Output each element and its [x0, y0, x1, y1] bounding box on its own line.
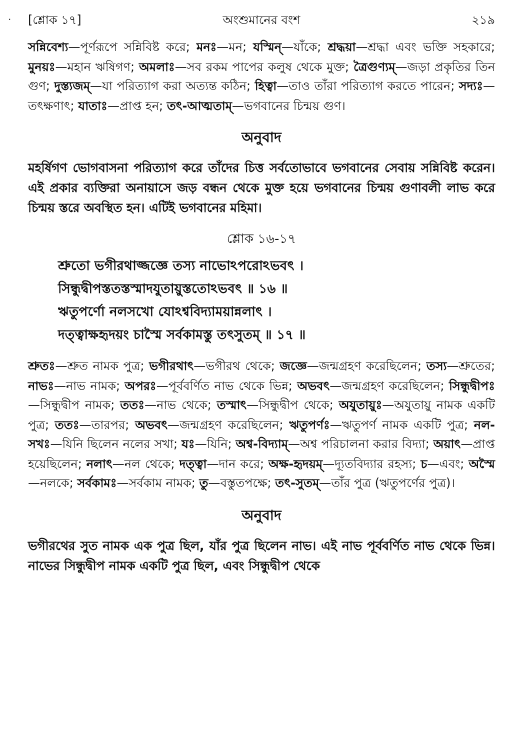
synonyms-paragraph-bottom: [28, 357, 495, 494]
sanskrit-term: সিন্ধুদ্বীপঃ: [449, 378, 495, 393]
translation-heading-2: অনুবাদ: [241, 507, 282, 524]
sanskrit-term: যঃ: [181, 437, 195, 451]
term-meaning: —ভগীরথ থেকে;: [193, 359, 280, 373]
translation-heading: অনুবাদ: [241, 130, 282, 146]
term-meaning: —জন্মগ্রহণ করেছিলেন;: [167, 417, 290, 432]
term-meaning: —সব রকম পাপের কলুষ থেকে মুক্ত;: [174, 59, 354, 74]
term-meaning: —নলকে;: [28, 476, 78, 490]
sanskrit-term: তস্মাৎ: [216, 398, 247, 412]
term-meaning: —শ্রদ্ধা এবং ভক্তি সহকারে;: [355, 40, 495, 54]
term-meaning: —অযুতায়ু নামক একটি পুত্র;: [28, 398, 495, 432]
term-meaning: —যা পরিত্যাগ করা অত্যন্ত কঠিন;: [90, 79, 255, 93]
term-meaning: —ঋতুপর্ণ নামক একটি পুত্র;: [329, 417, 474, 432]
synonyms-paragraph-top: [28, 38, 495, 116]
term-meaning: —পূর্ণরূপে সন্নিবিষ্ট করে;: [68, 40, 197, 54]
sanskrit-term: সন্নিবেশ্য: [28, 40, 69, 54]
sanskrit-term: অযুতায়ুঃ: [338, 398, 383, 412]
verse-line: দত্ত্বাক্ষহৃদয়ং চাস্মৈ সর্বকামস্তু তৎসুতম্ ॥ ১৭ ॥: [58, 328, 306, 343]
page-content: [28, 38, 495, 576]
sanskrit-term: অস্মৈ: [468, 456, 496, 471]
term-meaning: —শ্রুতের;: [446, 359, 495, 373]
term-meaning: —তারপর;: [79, 417, 136, 432]
term-meaning: —যিনি;: [194, 437, 236, 451]
sanskrit-term: অক্ষ-হৃদয়ম্: [268, 456, 323, 471]
term-meaning: —বস্তুতপক্ষে;: [208, 476, 276, 490]
term-meaning: —নাভ থেকে;: [144, 398, 217, 412]
sanskrit-term: যস্মিন্: [253, 40, 282, 54]
sanskrit-term: শ্রদ্ধয়া: [327, 40, 356, 54]
sanskrit-term: যাতাঃ: [78, 98, 108, 113]
term-meaning: —সিন্ধুদ্বীপ নামক;: [28, 398, 121, 412]
term-meaning: —মন;: [216, 40, 254, 54]
sanskrit-term: তু: [199, 476, 209, 490]
translation-paragraph: মহর্ষিগণ ভোগবাসনা পরিত্যাগ করে তাঁদের চিত্ত সর্বতোভাবে ভগবানের সেবায় সন্নিবিষ্ট করেন। এই প্রকার ব্যক্তিরা অনায়াসে জড় বন্ধন থেকে মুক্ত হয়ে ভগবানের চিন্ময় গুণাবলী লাভ করে চিন্ময় স্তরে অবস্থিত হন। এটিই ভগবানের মহিমা।: [28, 161, 495, 215]
sanskrit-term: অভবৎ: [135, 417, 168, 432]
term-meaning: —নাভ নামক;: [53, 378, 125, 393]
term-meaning: —এবং;: [427, 456, 469, 471]
term-meaning: —যিনি ছিলেন নলের সখা;: [50, 437, 182, 451]
sanskrit-term: জজ্ঞে: [279, 359, 307, 373]
term-meaning: —তৎক্ষণাৎ;: [28, 79, 495, 113]
sanskrit-term: সর্বকামঃ: [77, 476, 117, 490]
term-meaning: —মহান ঋষিগণ;: [55, 59, 140, 74]
sanskrit-term: শ্রুতঃ: [28, 359, 56, 373]
term-meaning: —দ্যূতবিদ্যার রহস্য;: [322, 456, 421, 471]
term-meaning: —ভগবানের চিন্ময় গুণ।: [232, 98, 346, 113]
term-meaning: —নল থেকে;: [112, 456, 180, 471]
term-meaning: —অশ্ব পরিচালনা করার বিদ্যা;: [288, 437, 434, 451]
sanskrit-term: ততঃ: [54, 417, 80, 432]
sanskrit-term: অশ্ব-বিদ্যাম্: [235, 437, 289, 451]
term-meaning: —তাঁর পুত্র (ঋতুপর্ণের পুত্র)।: [319, 476, 456, 490]
sanskrit-term: ত্রৈগুণ্যম্: [353, 59, 396, 74]
verse-line: শ্রুতো ভগীরথাজ্জজ্ঞে তস্য নাভোঽপরোঽভবৎ ।: [58, 259, 304, 274]
sanskrit-term: দত্ত্বা: [179, 456, 207, 471]
page-header: [28, 12, 495, 32]
sanskrit-term: ততঃ: [120, 398, 145, 412]
margin-mark: ·: [8, 15, 12, 26]
header-chapter-title: অংশুমানের বংশ: [222, 13, 301, 27]
header-page-number: ২১৯: [471, 13, 495, 27]
sanskrit-term: চ: [420, 456, 428, 471]
term-meaning: —জন্মগ্রহণ করেছিলেন;: [306, 359, 427, 373]
sanskrit-term: হিত্বা: [254, 79, 277, 93]
sanskrit-term: ঋতুপর্ণঃ: [289, 417, 330, 432]
verse-heading: শ্লোক ১৬-১৭: [226, 232, 297, 247]
sanskrit-term: অভবৎ: [297, 378, 330, 393]
sanskrit-term: সদ্যঃ: [458, 79, 483, 93]
term-meaning: —জন্মগ্রহণ করেছিলেন;: [329, 378, 449, 393]
sanskrit-term: তস্য: [426, 359, 447, 373]
sanskrit-term: দুস্ত্যজম্: [54, 79, 91, 93]
verse-line: ঋতুপর্ণো নলসখো যোঽশ্ববিদ্যাময়ান্নলাৎ ।: [58, 305, 272, 320]
sanskrit-term: অয়াৎ: [433, 437, 461, 451]
term-meaning: —প্রাপ্ত হয়েছিলেন;: [28, 437, 496, 471]
header-verse-ref: [শ্লোক ১৭]: [28, 13, 82, 27]
term-meaning: —যাঁকে;: [281, 40, 328, 54]
term-meaning: —তাও তাঁরা পরিত্যাগ করতে পারেন;: [276, 79, 459, 93]
sanskrit-term: মনঃ: [196, 40, 217, 54]
verse-line: সিন্ধুদ্বীপস্ততস্তস্মাদযুতায়ুস্ততোঽভবৎ ॥ ১৬ ॥: [58, 282, 288, 297]
sanskrit-term: ভগীরথাৎ: [149, 359, 194, 373]
term-meaning: —দান করে;: [206, 456, 269, 471]
sanskrit-term: অপরঃ: [124, 378, 157, 393]
sanskrit-term: নলাৎ: [86, 456, 113, 471]
verse-block: [58, 255, 495, 347]
sanskrit-term: নল-সখঃ: [28, 417, 495, 451]
term-meaning: —প্রাপ্ত হন;: [107, 98, 167, 113]
term-meaning: —সিন্ধুদ্বীপ থেকে;: [246, 398, 339, 412]
sanskrit-term: নাভঃ: [28, 378, 54, 393]
sanskrit-term: তৎ-আত্মতাম্: [166, 98, 232, 113]
translation-paragraph-2: ভগীরথের সুত নামক এক পুত্র ছিল, যাঁর পুত্র ছিলেন নাভ। এই নাভ পূর্ববর্ণিত নাভ থেকে ভিন্ন। নাভের সিন্ধুদ্বীপ নামক একটি পুত্র ছিল, এবং সিন্ধুদ্বীপ থেকে: [28, 538, 495, 573]
term-meaning: —শ্রুত নামক পুত্র;: [55, 359, 150, 373]
term-meaning: —জড়া প্রকৃতির তিন গুণ;: [28, 59, 495, 93]
sanskrit-term: মুনয়ঃ: [28, 59, 56, 74]
sanskrit-term: অমলাঃ: [139, 59, 175, 74]
sanskrit-term: তৎ-সুতম্: [275, 476, 320, 490]
term-meaning: —পূর্ববর্ণিত নাভ থেকে ভিন্ন;: [156, 378, 298, 393]
term-meaning: —সর্বকাম নামক;: [116, 476, 200, 490]
